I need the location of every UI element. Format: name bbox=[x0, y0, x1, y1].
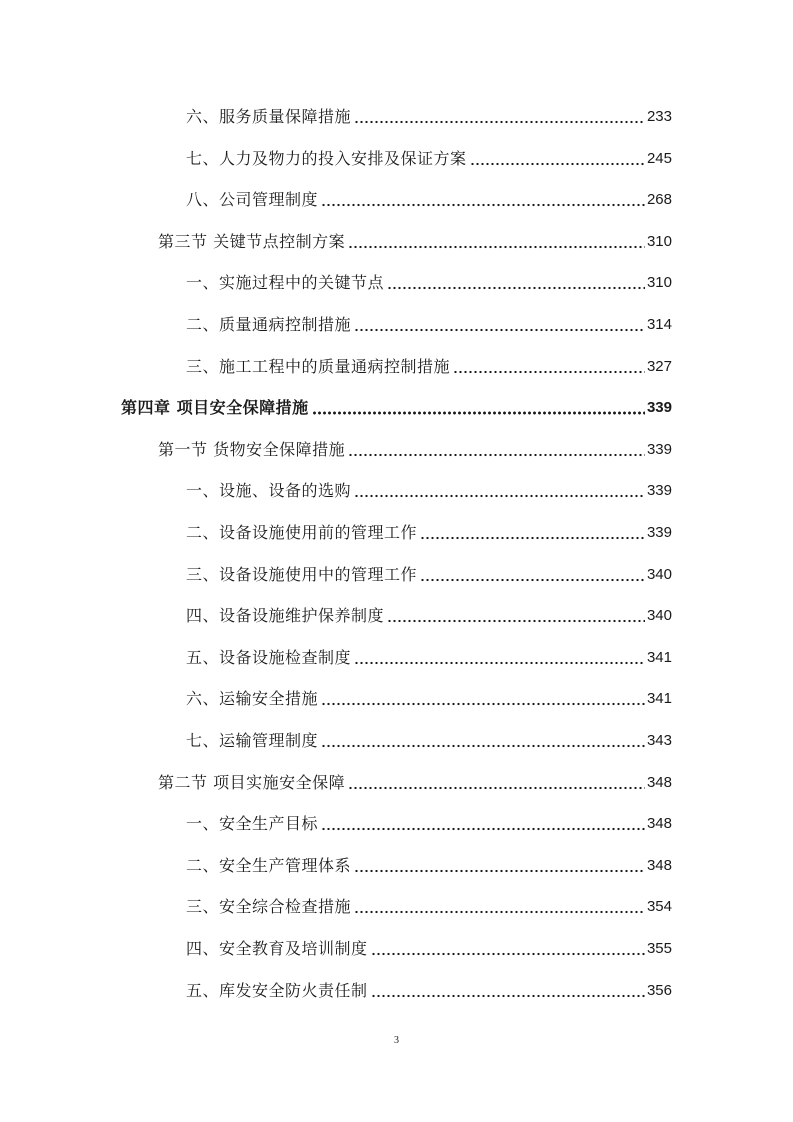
toc-entry-title: 一、实施过程中的关键节点 bbox=[186, 273, 385, 293]
toc-entry-page: 348 bbox=[646, 815, 672, 833]
toc-entry[interactable] bbox=[0, 185, 672, 215]
toc-entry-title: 第四章 项目安全保障措施 bbox=[121, 398, 309, 418]
toc-entry-title: 八、公司管理制度 bbox=[186, 190, 319, 210]
toc-dot-leader bbox=[420, 560, 645, 590]
toc-entry-title: 六、运输安全措施 bbox=[186, 689, 319, 709]
toc-entry-title: 五、库发安全防火责任制 bbox=[186, 980, 368, 1000]
toc-entry-page: 245 bbox=[646, 149, 672, 167]
toc-dot-leader bbox=[354, 643, 645, 673]
toc-entry[interactable] bbox=[0, 851, 672, 881]
toc-entry[interactable] bbox=[0, 476, 672, 506]
toc-entry-title: 七、人力及物力的投入安排及保证方案 bbox=[186, 148, 467, 168]
toc-dot-leader bbox=[348, 768, 645, 798]
toc-dot-leader bbox=[387, 601, 645, 631]
toc-entry[interactable] bbox=[0, 518, 672, 548]
toc-entry-page: 354 bbox=[646, 898, 672, 916]
toc-entry-page: 348 bbox=[646, 856, 672, 874]
toc-entry-page: 339 bbox=[646, 524, 672, 541]
page-number: 3 bbox=[394, 1035, 399, 1046]
toc-entry-page: 340 bbox=[646, 607, 672, 625]
toc-entry-page: 341 bbox=[646, 690, 672, 708]
toc-entry-title: 第二节 项目实施安全保障 bbox=[158, 772, 346, 792]
toc-entry-page: 233 bbox=[646, 108, 672, 125]
toc-entry[interactable] bbox=[0, 892, 672, 922]
toc-entry-page: 341 bbox=[646, 648, 672, 666]
toc-entry-page: 339 bbox=[646, 440, 672, 458]
toc-entry-title: 一、设施、设备的选购 bbox=[186, 481, 352, 501]
toc-dot-leader bbox=[354, 102, 645, 132]
toc-entry-page: 355 bbox=[646, 940, 672, 957]
toc-dot-leader bbox=[348, 435, 645, 465]
toc-entry[interactable] bbox=[0, 435, 672, 465]
toc-dot-leader bbox=[453, 352, 645, 382]
toc-entry-page: 339 bbox=[646, 482, 672, 500]
toc-dot-leader bbox=[312, 393, 645, 423]
toc-entry-title: 二、质量通病控制措施 bbox=[186, 315, 352, 334]
toc-entry-page: 356 bbox=[646, 981, 672, 999]
toc-dot-leader bbox=[354, 851, 645, 881]
toc-entry-title: 三、施工工程中的质量通病控制措施 bbox=[186, 356, 451, 376]
toc-entry[interactable] bbox=[0, 726, 672, 756]
toc-dot-leader bbox=[321, 185, 645, 215]
toc-entry-page: 310 bbox=[646, 274, 672, 292]
toc-entry[interactable] bbox=[0, 144, 672, 174]
toc-entry[interactable] bbox=[0, 227, 672, 257]
toc-entry-page: 310 bbox=[646, 232, 672, 250]
toc-entry[interactable] bbox=[0, 809, 672, 839]
toc-entry[interactable] bbox=[0, 393, 672, 423]
toc-entry-title: 一、安全生产目标 bbox=[186, 814, 319, 834]
toc-entry[interactable] bbox=[0, 768, 672, 798]
toc-dot-leader bbox=[420, 518, 645, 548]
toc-dot-leader bbox=[371, 976, 645, 1006]
toc-entry-title: 二、设备设施使用前的管理工作 bbox=[186, 523, 418, 542]
toc-entry-title: 第一节 货物安全保障措施 bbox=[158, 439, 346, 459]
toc-entry-title: 五、设备设施检查制度 bbox=[186, 647, 352, 667]
toc-entry-page: 268 bbox=[646, 191, 672, 209]
toc-dot-leader bbox=[354, 476, 645, 506]
toc-dot-leader bbox=[470, 144, 645, 174]
toc-dot-leader bbox=[354, 310, 645, 340]
toc-dot-leader bbox=[354, 892, 645, 922]
toc-entry-title: 第三节 关键节点控制方案 bbox=[158, 231, 346, 251]
toc-dot-leader bbox=[387, 268, 645, 298]
toc-dot-leader bbox=[321, 809, 645, 839]
toc-entry-page: 327 bbox=[646, 357, 672, 375]
toc-dot-leader bbox=[348, 227, 645, 257]
toc-entry[interactable] bbox=[0, 934, 672, 964]
toc-entry-page: 314 bbox=[646, 316, 672, 333]
toc-entry-title: 七、运输管理制度 bbox=[186, 731, 319, 750]
toc-entry-page: 339 bbox=[646, 399, 672, 417]
toc-entry-page: 343 bbox=[646, 732, 672, 749]
toc-entry-title: 三、设备设施使用中的管理工作 bbox=[186, 564, 418, 584]
toc-entry-page: 348 bbox=[646, 773, 672, 791]
toc-entry[interactable] bbox=[0, 601, 672, 631]
toc-dot-leader bbox=[321, 726, 645, 756]
toc-entry[interactable] bbox=[0, 352, 672, 382]
toc-entry[interactable] bbox=[0, 560, 672, 590]
toc-entry[interactable] bbox=[0, 102, 672, 132]
toc-entry-title: 三、安全综合检查措施 bbox=[186, 897, 352, 917]
toc-entry-title: 六、服务质量保障措施 bbox=[186, 107, 352, 126]
toc-entry[interactable] bbox=[0, 643, 672, 673]
toc-entry[interactable] bbox=[0, 684, 672, 714]
toc-dot-leader bbox=[371, 934, 645, 964]
toc-entry[interactable] bbox=[0, 976, 672, 1006]
toc-entry-title: 四、安全教育及培训制度 bbox=[186, 939, 368, 958]
toc-entry-page: 340 bbox=[646, 565, 672, 583]
toc-entry[interactable] bbox=[0, 310, 672, 340]
toc-entry-title: 四、设备设施维护保养制度 bbox=[186, 606, 385, 626]
toc-entry[interactable] bbox=[0, 268, 672, 298]
toc-dot-leader bbox=[321, 684, 645, 714]
toc-entry-title: 二、安全生产管理体系 bbox=[186, 855, 352, 875]
